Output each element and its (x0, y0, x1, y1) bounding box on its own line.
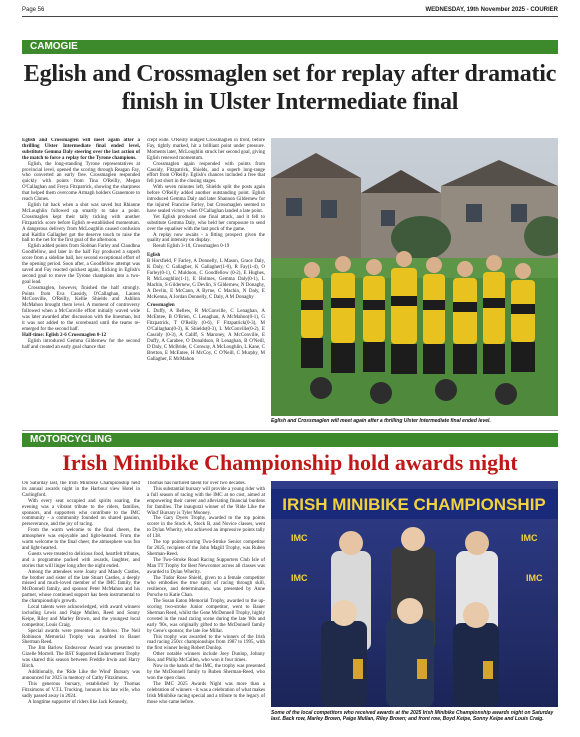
eglish-team-list: B Horsfield, F Farley, A Donnelly, L Mason, Grace Daly, K Daly, C Gallagher, K Gallagher(1-0), R Fay(1-4), O Farley(0-1), C Muldoon, C Goodfellow (0-2), E Hughes, R McLoughlin(1-1), E Holmes, Gemma Daly(0-1), L Machin, S Gildernew, G Devlin, S Gildernew, N Donaghy, A Devlin, E McCann, A Byrne, C Machin, N Daly, E McKenna, A Jordan Donnelly, C Daly, A M Donaghy (147, 259, 265, 300)
moto-column-1: On Saturday last, the Irish Minibike Championship held its annual awards night in the Harbour view Hotel in Carlingford. With every seat occupied and spirits soaring, the evening was a vibrant tribute to the riders, families, sponsors, and supporters who contribute to the IMC community - a community founded on shared passion, perseverance, and the joy of racing. From the warm welcome to the final cheers, the atmosphere was enjoyable and light-hearted. From the warm welcome to the final cheer, the atmosphere was fun and light-hearted. Guests were treated to delicious food, heartfelt tributes, and a programme packed with awards, laughter, and stories that will linger long after the night ended. Among the attendees were Joany and Mandy Castles, the brother and sister of the late Stuart Castles, a deeply missed and much-loved member of the IMC family, the McDonnell family, and sponsor Peter McMahon and his partner, whose continued support has been instrumental to the championship's growth. Local talents were acknowledged, with award winners including Lewis and Paige Mullen, Reed and Sonny Keipe, Riley and Marley Brown, and the youngest local competitor, Louis Craig. Special awards were presented as follows: The Neil Robinson Memorial Trophy was awarded to Bauer Sherman Reed. The Jim Barlow Endeavour Award was presented to Gizelle Morrell. The BST Supported Endorsement Trophy was shared this season between Freddie Irwin and Harry Birch. Additionally, the 'Ride Like the Wind' Bursary was announced for 2025 in memory of Cathy Fitzsimons. This generous bursary, established by Thomas Fitzsimons of V.T.L Trucking, honours his late wife, who sadly passed away in 2024. A longtime supporter of riders like Jack Kennedy, (22, 481, 140, 705)
camogie-team-photo (271, 138, 558, 416)
camogie-headline: Eglish and Crossmaglen set for replay after dramatic finish in Ulster Intermediate final (23, 61, 557, 115)
date-line: WEDNESDAY, 19th November 2025 - COURIER (425, 7, 558, 13)
backdrop-logo: IMC (521, 533, 538, 543)
crossmaglen-team-title: Crossmaglen (147, 303, 175, 309)
page-header (22, 4, 558, 17)
section-band-motorcycling (22, 433, 558, 447)
article-lead: Eglish and Crossmaglen will meet again after a thrilling Ulster Intermediate final ended level, substitute Gemma Daly steering over the last action of the match to force a replay for the Tyrone champions. (22, 138, 140, 161)
banner-text: IRISH MINIBIKE CHAMPIONSHIP (282, 495, 546, 514)
camogie-column-1: Eglish and Crossmaglen will meet again after a thrilling Ulster Intermediate final ended level, substitute Gemma Daly steering over the last action of the match to force a replay for the Tyrone champions. Eglish, the long-standing Tyrone representatives at provincial level, opened the scoring through Reagan Fay, who converted an early free. Crossmaglen responded quickly with points from Tina O'Reilly, Megan O'Callaghan and Freya Fitzpatrick, showing the sharpness that helped them overcome Armagh holders Granemore to reach Clones. Eglish hit back when a shot was saved but Rhianne McLoughlin followed up smartly to take a point. Crossmaglen kept their tally ticking with another Fitzpatrick score before Eglish re-established momentum. A dangerous delivery from McLoughlin caused confusion and Kaitlin Gallagher got the deserve touch to raise the ball to the net for the first goal of the afternoon. Eglish added points from Siobhan Farley and Claudhna Goodfellow, and later in the half Fay produced a superb score from a sideline ball, her second exceptional effort of the opening period. Soon after, a Goodfellow attempt was saved and Fay reacted quickest again, flicking in Eglish's second goal to move the Tyrone champions into a two-goal lead. Crossmaglen, however, finished the half strongly. Points from Eva Cassidy, O'Callaghan, Lauren McConville, O'Reilly, Kellie Shields and Ashlinn McMahon brought them level. A moment of controversy followed when a McConville effort initially waved wide was later awarded after discussion with the linesman, but it was not added to the scoreboard until the teams re-emerged for the second half. Half-time: Eglish 2-6 Crossmaglen 0-12 Eglish introduced Gemma Gildernew for the second half and created an early goal chance that (22, 138, 140, 350)
backdrop-logo: IMC (291, 533, 308, 543)
section-label: CAMOGIE (30, 41, 78, 52)
match-result: Result Eglish 3-10, Crossmaglen 0-19 (153, 244, 230, 250)
page-number: Page 56 (22, 7, 45, 13)
section-band-camogie (22, 40, 558, 54)
halftime-score: Half-time: Eglish 2-6 Crossmaglen 0-12 (22, 332, 107, 338)
section-divider (22, 430, 558, 431)
moto-column-2: Thomas has nurtured talent for over two decades. This substantial bursary will provide a young rider with a full season of racing with the IMC at no cost, aimed at empowering their career and alleviating financial burdens for families. The inaugural winner of the 'Ride Like the Wind' Bursary is Tyler Mooney. The Gary Dyers Trophy, awarded to the top points scorer in the Stock A, Stock B, and Novice classes, went to Dylan Wherity, who achieved an impressive points tally of 138. The top points-scoring Two-Stroke Senior competitor for 2025, recipient of the John Magill Trophy, was Ruben Sherman-Reed. The Two-Stroke Road Racing Supporters Club Isle of Man TT Trophy for Best Newcomer across all classes was awarded to Dylan Wherity. The Tudor Rose Shield, given to a female competitor who embodies the true spirit of racing through skill, resilience, and determination, was presented by Anne Porsche to Katie Chan. The Susan Eaton Memorial Trophy, awarded to the up-scoring two-stroke Junior competitor, went to Bauer Sherman Reed, whilst the Gene McDonnell Trophy, highly coveted in the road racing scene during the late '80s and early '90s, was originally gifted to the McDonnell family by Gene's sponsor, the late Joe Millar. This trophy was awarded to the winners of the Irish road racing 250cc championships from 1987 to 1995, with the first winner being Robert Dunlop. Other notable winners include Joey Dunlop, Johnny Rea, and Philip McCallen, who won it four times. Now in the hands of the IMC, the trophy was presented by the McDonnell family to Ruben Sherman-Reed, who won the open class. The IMC 2025 Awards Night was more than a celebration of winners - it was a celebration of what makes Irish Minibike racing special and a tribute to the legacy of those who came before. (147, 481, 265, 705)
camogie-column-2: crept wide. O'Reilly nudged Crossmaglen in front, before Fay, tightly marked, hit a brilliant point under pressure. Moments later, McLoughlin struck her second goal, giving Eglish renewed momentum. Crossmaglen again responded with points from Cassidy, Fitzpatrick, Shields, and a superb long-range effort from O'Reilly. Eglish's chances included a free that fell just short in the closing stages. With seven minutes left, Shields split the posts again before O'Reilly added another outstanding point. Eglish introduced Gemma Daly and later Shannon Gildernew for the injured Francine Farley, but Crossmaglen seemed to have sealed victory when O'Callaghan landed a late point. Yet Eglish produced one final attack, and it fell to substitute Gemma Daly, who held her composure to send over the equaliser with the last puck of the game. A replay now awaits - a fitting prospect given the quality and intensity on display. Result Eglish 3-10, Crossmaglen 0-19 Eglish B Horsfield, F Farley, A Donnelly, L Mason, Grace Daly, K Daly, C Gallagher, K Gallagher(1-0), R Fay(1-4), O Farley(0-1), C Muldoon, C Goodfellow (0-2), E Hughes, R McLoughlin(1-1), E Holmes, Gemma Daly(0-1), L Machin, S Gildernew, G Devlin, S Gildernew, N Donaghy, A Devlin, E McCann, A Byrne, C Machin, N Daly, E McKenna, A Jordan Donnelly, C Daly, A M Donaghy Crossmaglen L Duffy, A Bellew, R McConville, C Lenaghan, A McEntee, B O'Brien, C Lenaghan, A McMahon(0-1), G Fitzpatrick, T O'Reilly (0-6), F Fitzpatrick(0-3), M O'Callaghan(0-3), K Shields(0-3), L McConville(0-2), E Cassidy (0-3), A Califf, S Maroney, A McConville, E Duffy, A Carabee, O Donaldson, R Lenaghan, B O'Neill, D Daly, C McBride, C Conway, A McLoughlin, L Kane, C Bretton, E McEntee, H McCoy, C O'Neill, C Murphy, M Gallagher, E McMahon (147, 138, 265, 362)
section-label: MOTORCYCLING (30, 434, 113, 445)
camogie-photo-illustration (271, 138, 558, 416)
backdrop-logo: IMC (291, 573, 308, 583)
camogie-photo-caption: Eglish and Crossmaglen will meet again after a thrilling Ulster Intermediate final ended level. (271, 418, 491, 424)
backdrop-logo: IMC (526, 573, 543, 583)
moto-photo-caption: Some of the local competitors who received awards at the 2025 Irish Minibike Championship awards night on Saturday last. Back row, Marley Brown, Paige Mullan, Riley Brown; and front row, Boyd Keipe, Sonny Keipe and Louis Craig. (271, 710, 554, 722)
eglish-team-title: Eglish (147, 253, 161, 259)
moto-headline: Irish Minibike Championship hold awards night (62, 450, 518, 475)
crossmaglen-team-list: L Duffy, A Bellew, R McConville, C Lenaghan, A McEntee, B O'Brien, C Lenaghan, A McMahon(0-1), G Fitzpatrick, T O'Reilly (0-6), F Fitzpatrick(0-3), M O'Callaghan(0-3), K Shields(0-3), L McConville(0-2), E Cassidy (0-3), A Califf, S Maroney, A McConville, E Duffy, A Carabee, O Donaldson, R Lenaghan, B O'Neill, D Daly, C McBride, C Conway, A McLoughlin, L Kane, C Bretton, E McEntee, H McCoy, C O'Neill, C Murphy, M Gallagher, E McMahon (147, 309, 265, 362)
moto-photo-illustration (271, 481, 558, 707)
moto-awards-photo (271, 481, 558, 707)
